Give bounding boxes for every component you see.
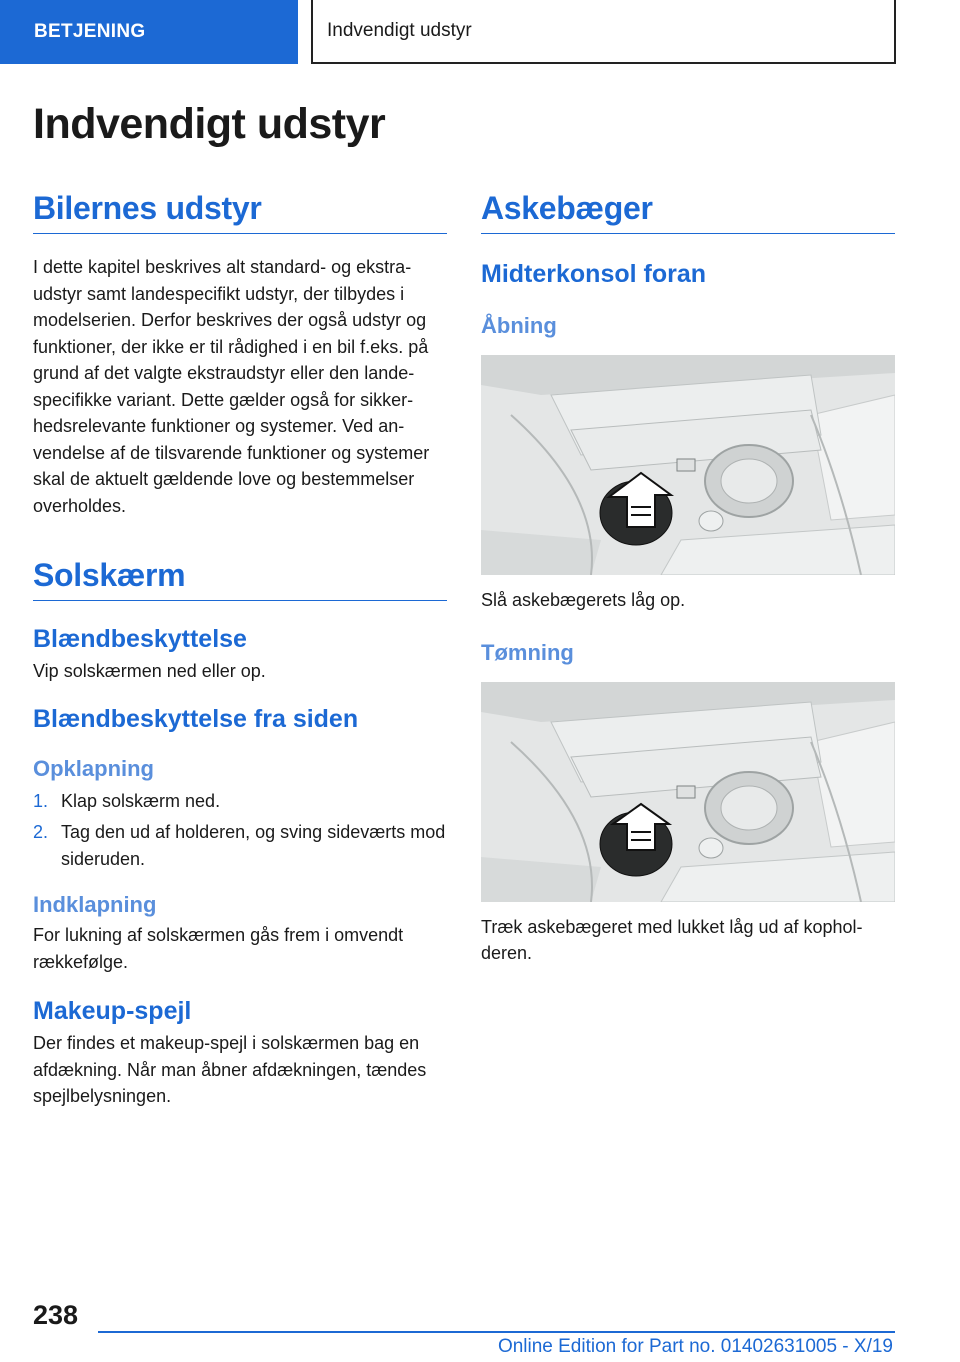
ashtray-illustration-2 — [481, 682, 895, 902]
abning-caption: Slå askebægerets låg op. — [481, 590, 686, 610]
indklapning-text: For lukning af solskærmen gås frem i omvendt rækkefølge. — [33, 925, 404, 972]
section-heading-bilernes: Bilernes udstyr — [33, 190, 447, 234]
page-number: 238 — [33, 1300, 79, 1330]
tomning-caption: Træk askebægeret med lukket låg ud af kopholderen. — [481, 916, 863, 963]
makeup-text: Der findes et makeup-spejl i solskærmen bag en afdækning. Når man åbner afdækningen, tændes spejlbelysningen. — [33, 1033, 427, 1106]
right-column — [481, 190, 895, 967]
subheading-opklapning: Opklapning — [33, 755, 154, 781]
section-tab: BETJENING — [0, 0, 298, 64]
subheading-blaend-side: Blændbeskyttelse fra siden — [33, 704, 359, 733]
footer-divider — [98, 1331, 895, 1333]
step-item — [33, 788, 447, 815]
opklapning-steps — [33, 788, 447, 873]
step-text: Tag den ud af holderen, og sving sideværts mod sideruden. — [61, 822, 446, 869]
step-number: 1. — [33, 790, 49, 811]
step-text: Klap solskærm ned. — [61, 790, 221, 811]
subheading-indklapning: Indklapning — [33, 892, 157, 917]
ashtray-illustration-1 — [481, 355, 895, 575]
bilernes-text: I dette kapitel beskrives alt standard- og ekstraudstyr samt landespecifikt udstyr, der tilbydes i modelserien. Derfor beskrives der også udstyr og funktioner, der ikke er til rådighed i en bil f.eks. på grund af det valgte ekstraudstyr eller den landespecifikke variant. Dette gælder også for sikkerhedsrelevante funktioner og systemer. Ved anvendelse af de tilsvarende funktioner og systemer skal de aktuelt gældende love og bestemmelser overholdes. — [33, 257, 430, 516]
step-number: 2. — [33, 822, 49, 842]
subheading-makeup: Makeup-spejl — [33, 997, 192, 1025]
ashtray-empty-figure — [481, 682, 895, 902]
ashtray-open-figure — [481, 355, 895, 575]
left-column — [33, 190, 447, 1110]
subheading-abning: Åbning — [481, 313, 557, 338]
section-heading-solskaerm: Solskærm — [33, 557, 447, 601]
subheading-midterkonsol: Midterkonsol foran — [481, 260, 707, 288]
footer-edition: Online Edition for Part no. 01402631005 - X/19 — [497, 1336, 893, 1357]
section-heading-askebaeger: Askebæger — [481, 190, 895, 234]
page-title: Indvendigt udstyr — [33, 100, 386, 148]
step-item — [33, 819, 447, 872]
subheading-blaendbeskyttelse: Blændbeskyttelse — [33, 625, 247, 653]
chapter-header: Indvendigt udstyr — [311, 0, 896, 64]
subheading-tomning: Tømning — [481, 639, 574, 665]
blaend-text: Vip solskærmen ned eller op. — [33, 661, 266, 681]
